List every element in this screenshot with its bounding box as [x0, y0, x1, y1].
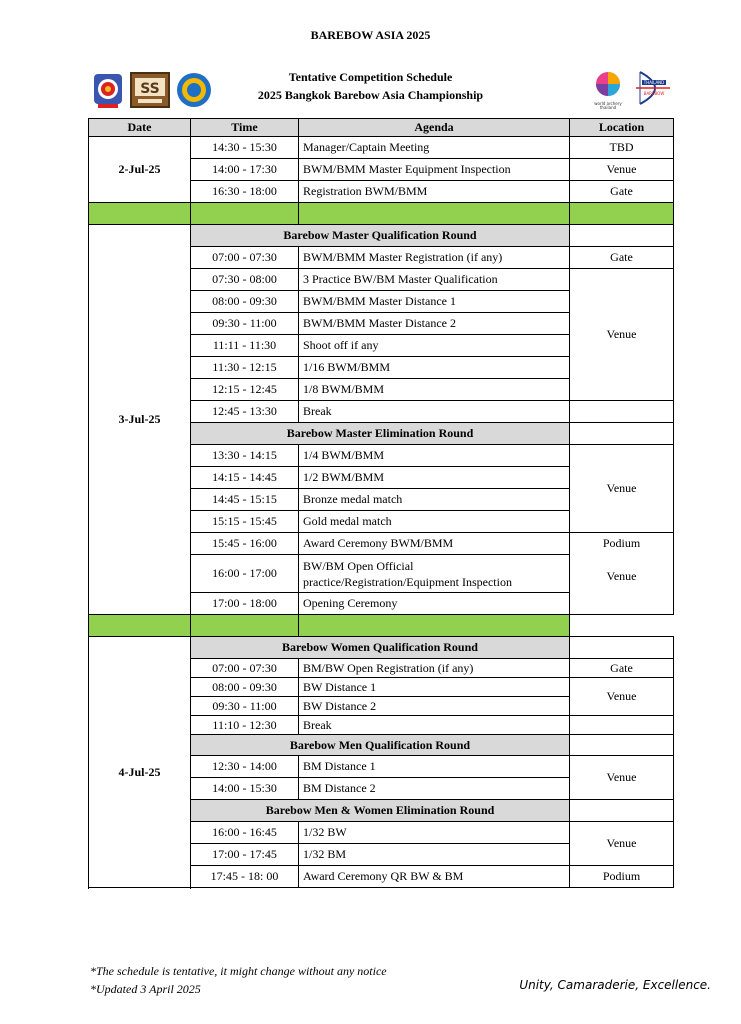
ss-sponsor-logo — [130, 72, 170, 108]
svg-text:BAREBOW: BAREBOW — [643, 91, 665, 96]
location-cell: Podium — [570, 866, 674, 888]
agenda-cell: BW Distance 1 — [299, 678, 570, 697]
location-cell: Venue — [570, 159, 674, 181]
time-cell: 16:30 - 18:00 — [191, 181, 299, 203]
agenda-line-1: BW/BM Open Official — [303, 558, 414, 573]
time-cell: 08:00 - 09:30 — [191, 678, 299, 697]
section-heading: Barebow Master Elimination Round — [191, 423, 570, 445]
agenda-cell: BWM/BMM Master Equipment Inspection — [299, 159, 570, 181]
agenda-cell — [299, 555, 570, 593]
agenda-cell: BWM/BMM Master Distance 1 — [299, 291, 570, 313]
agenda-cell: 1/2 BWM/BMM — [299, 467, 570, 489]
time-cell: 07:30 - 08:00 — [191, 269, 299, 291]
header-location: Location — [570, 119, 674, 137]
time-cell: 17:00 - 18:00 — [191, 593, 299, 615]
time-cell: 11:11 - 11:30 — [191, 335, 299, 357]
table-header-row — [89, 119, 674, 137]
time-cell: 15:15 - 15:45 — [191, 511, 299, 533]
agenda-cell: Break — [299, 716, 570, 735]
svg-text:thailand: thailand — [599, 105, 617, 110]
thailand-barebow-logo — [634, 68, 672, 108]
agenda-cell: BW Distance 2 — [299, 697, 570, 716]
time-cell: 12:45 - 13:30 — [191, 401, 299, 423]
table-row — [89, 137, 674, 159]
agenda-line-2: practice/Registration/Equipment Inspection — [303, 574, 512, 589]
header-time: Time — [191, 119, 299, 137]
time-cell: 14:00 - 17:30 — [191, 159, 299, 181]
time-cell: 14:15 - 14:45 — [191, 467, 299, 489]
location-cell: Venue — [570, 756, 674, 800]
time-cell: 11:30 - 12:15 — [191, 357, 299, 379]
location-cell: Venue — [570, 822, 674, 866]
time-cell: 16:00 - 16:45 — [191, 822, 299, 844]
location-cell: TBD — [570, 137, 674, 159]
section-row — [89, 225, 674, 247]
section-heading: Barebow Women Qualification Round — [191, 637, 570, 659]
barebow-asia-logo — [176, 72, 212, 108]
agenda-cell: Bronze medal match — [299, 489, 570, 511]
agenda-cell: Opening Ceremony — [299, 593, 570, 615]
header-date: Date — [89, 119, 191, 137]
time-cell: 09:30 - 11:00 — [191, 697, 299, 716]
agenda-cell: 1/4 BWM/BMM — [299, 445, 570, 467]
location-cell: Gate — [570, 181, 674, 203]
time-cell: 12:15 - 12:45 — [191, 379, 299, 401]
time-cell: 07:00 - 07:30 — [191, 247, 299, 269]
svg-text:world archery: world archery — [594, 101, 622, 106]
header-agenda: Agenda — [299, 119, 570, 137]
location-cell: Podium — [570, 533, 674, 555]
page-title: BAREBOW ASIA 2025 — [310, 28, 431, 42]
time-cell: 14:30 - 15:30 — [191, 137, 299, 159]
time-cell: 17:00 - 17:45 — [191, 844, 299, 866]
agenda-cell: 1/16 BWM/BMM — [299, 357, 570, 379]
agenda-cell: Shoot off if any — [299, 335, 570, 357]
time-cell: 08:00 - 09:30 — [191, 291, 299, 313]
svg-text:SS: SS — [140, 81, 160, 97]
time-cell: 17:45 - 18: 00 — [191, 866, 299, 888]
agenda-cell: Manager/Captain Meeting — [299, 137, 570, 159]
time-cell: 07:00 - 07:30 — [191, 659, 299, 678]
date-cell: 2-Jul-25 — [89, 137, 191, 203]
world-archery-thailand-logo — [592, 70, 624, 110]
time-cell: 14:00 - 15:30 — [191, 778, 299, 800]
subtitle-line-2: 2025 Bangkok Barebow Asia Championship — [257, 88, 484, 102]
agenda-cell: 3 Practice BW/BM Master Qualification — [299, 269, 570, 291]
location-cell: Venue — [570, 269, 674, 401]
agenda-cell: BWM/BMM Master Distance 2 — [299, 313, 570, 335]
svg-text:THAILAND: THAILAND — [643, 80, 665, 85]
footer-note-updated: *Updated 3 April 2025 — [90, 982, 201, 996]
day-separator — [89, 615, 674, 637]
archery-association-logo — [92, 72, 124, 110]
time-cell: 13:30 - 14:15 — [191, 445, 299, 467]
location-cell: Gate — [570, 659, 674, 678]
agenda-cell: Award Ceremony BWM/BMM — [299, 533, 570, 555]
agenda-cell: Registration BWM/BMM — [299, 181, 570, 203]
time-cell: 16:00 - 17:00 — [191, 555, 299, 593]
agenda-cell: BWM/BMM Master Registration (if any) — [299, 247, 570, 269]
section-row — [89, 637, 674, 659]
time-cell: 09:30 - 11:00 — [191, 313, 299, 335]
date-cell: 3-Jul-25 — [89, 225, 191, 615]
location-cell: Venue — [570, 678, 674, 716]
time-cell: 15:45 - 16:00 — [191, 533, 299, 555]
time-cell: 14:45 - 15:15 — [191, 489, 299, 511]
agenda-cell: Gold medal match — [299, 511, 570, 533]
agenda-cell: Break — [299, 401, 570, 423]
agenda-cell: BM Distance 1 — [299, 756, 570, 778]
date-cell: 4-Jul-25 — [89, 637, 191, 888]
time-cell: 11:10 - 12:30 — [191, 716, 299, 735]
section-heading: Barebow Men & Women Elimination Round — [191, 800, 570, 822]
location-cell: Venue — [570, 445, 674, 533]
agenda-cell: BM/BW Open Registration (if any) — [299, 659, 570, 678]
agenda-cell: BM Distance 2 — [299, 778, 570, 800]
schedule-table — [88, 118, 674, 888]
time-cell: 12:30 - 14:00 — [191, 756, 299, 778]
agenda-cell: Award Ceremony QR BW & BM — [299, 866, 570, 888]
day-separator — [89, 203, 674, 225]
section-heading: Barebow Master Qualification Round — [191, 225, 570, 247]
location-cell: Venue — [570, 555, 674, 615]
section-heading: Barebow Men Qualification Round — [191, 735, 570, 756]
subtitle-line-1: Tentative Competition Schedule — [288, 70, 453, 84]
agenda-cell: 1/32 BW — [299, 822, 570, 844]
footer-note-tentative: *The schedule is tentative, it might change without any notice — [90, 964, 387, 978]
agenda-cell: 1/8 BWM/BMM — [299, 379, 570, 401]
agenda-cell: 1/32 BM — [299, 844, 570, 866]
location-cell: Gate — [570, 247, 674, 269]
footer-motto: Unity, Camaraderie, Excellence. — [519, 978, 711, 992]
